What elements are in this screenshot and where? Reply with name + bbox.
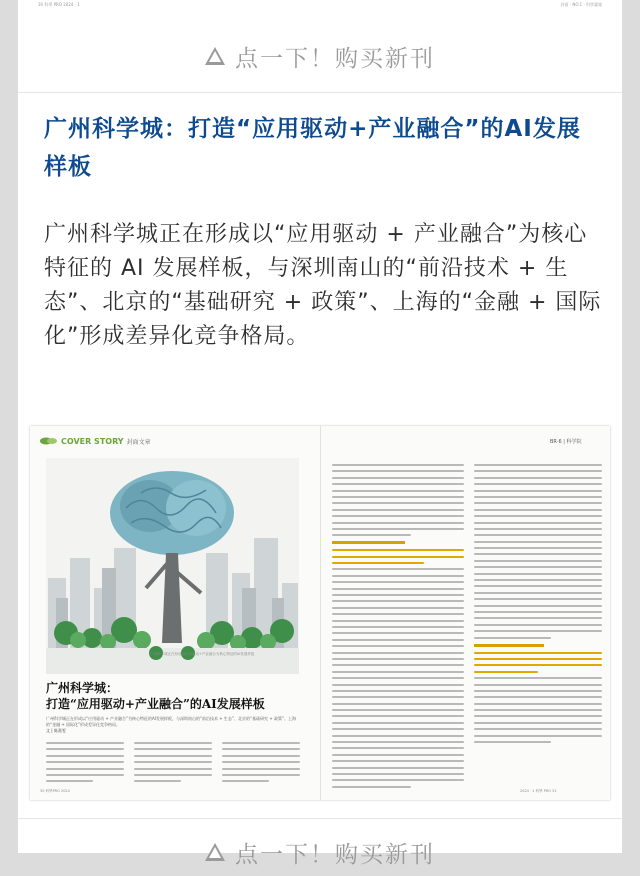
article-lead: 广州科学城正在形成以“应用驱动 + 产业融合”为核心特征的 AI 发展样板，与深圳南山的“前沿技术 + 生态”、北京的“基础研究 + 政策”、上海的“金融 + 国际化”形成差异化竞争格局。: [44, 222, 602, 349]
buy-new-issue-label-bottom: 点一下！购买新刊: [235, 841, 435, 868]
spread-deck: 广州科学城正在形成以“应用驱动 + 产业融合”为核心特征的AI发展样板，与深圳南山的“前沿技术 + 生态”、北京的“基础研究 + 政策”、上海的“金融 + 国际化”形成差异化竞争格局。: [46, 716, 297, 727]
footer-left: 30 科學PRO 2024: [40, 789, 70, 793]
body-column-3: [222, 742, 300, 787]
body-column-4: [332, 464, 464, 792]
article-page: [18, 0, 622, 868]
divider: [18, 92, 622, 93]
article-title: 广州科学城：打造“应用驱动+产业融合”的AI发展样板: [44, 116, 581, 180]
brain-tree-city-illustration: [46, 458, 299, 674]
leaf-logo-icon: [40, 436, 58, 446]
divider: [18, 818, 622, 819]
cover-story-text: COVER STORY: [61, 436, 124, 446]
right-page-label: BR·6 | 科学院: [550, 439, 582, 445]
buy-new-issue-link[interactable]: [18, 32, 622, 80]
spread-gutter: [320, 426, 321, 800]
page-meta-left: 30 科學 PRO 2024 · 1: [38, 2, 80, 7]
spread-title: [46, 680, 306, 712]
body-column-5: [474, 464, 602, 747]
image-caption: 广州科学城正在形成以应用驱动+产业融合为核心特征的AI发展样板: [150, 652, 255, 656]
page-meta-strip: [18, 0, 622, 8]
page-meta-right: 封面 · NO.1 · 科學畫報: [560, 2, 602, 7]
body-column-1: [46, 742, 124, 787]
cover-story-sub: 封面文章: [126, 438, 151, 446]
triangle-icon: [205, 843, 225, 861]
spread-byline: 文 | 陈嘉雯: [46, 728, 66, 733]
footer-right: 2024 · 1 科學 PRO 31: [520, 789, 557, 793]
body-column-2: [134, 742, 212, 787]
triangle-icon: [205, 47, 225, 65]
spread-title-text: 广州科学城： 打造“应用驱动+产业融合”的AI发展样板: [46, 681, 265, 711]
cover-story-label: [40, 436, 151, 446]
buy-new-issue-link-bottom[interactable]: [18, 828, 622, 876]
buy-new-issue-label: 点一下！购买新刊: [235, 45, 435, 72]
magazine-spread-image: [30, 426, 610, 800]
